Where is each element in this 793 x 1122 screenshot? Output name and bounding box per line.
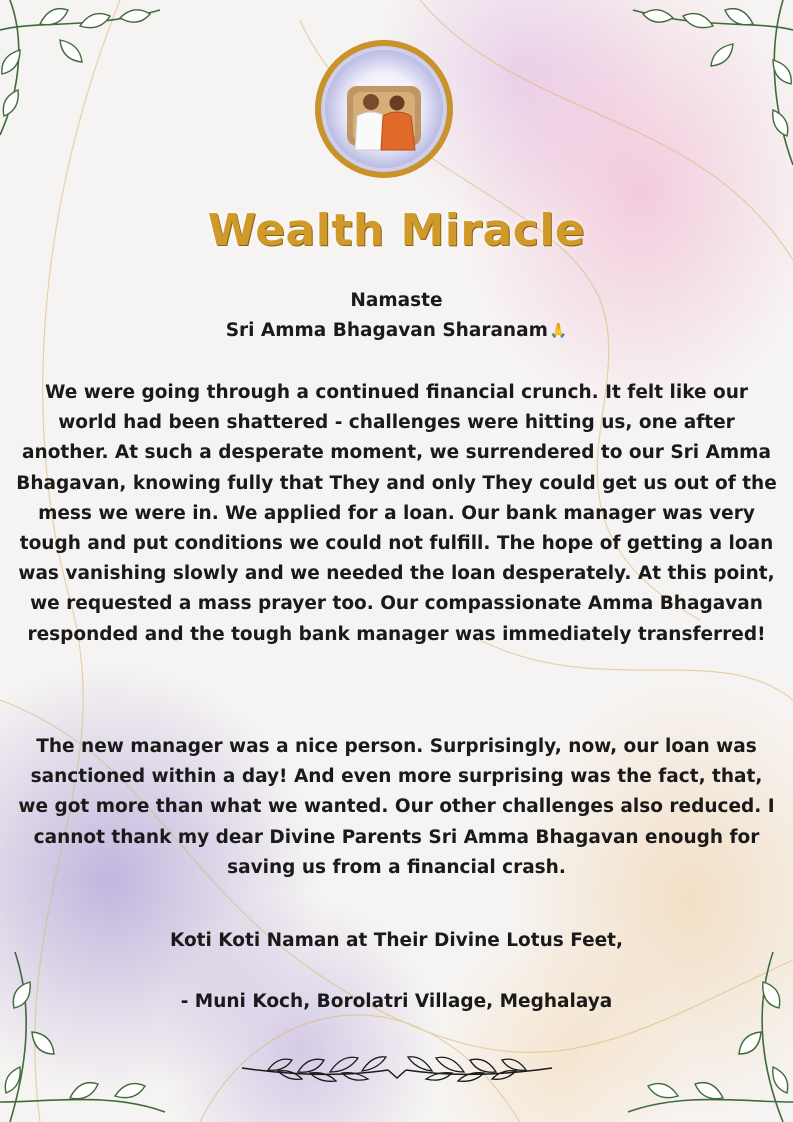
signature: - Muni Koch, Borolatri Village, Meghalaya [180,991,613,1012]
page-title: Wealth Miracle [207,205,586,256]
closing-line: Koti Koti Naman at Their Divine Lotus Feet, [169,930,624,951]
folded-hands-icon: 🙏 [549,323,568,339]
leaf-vine-icon [0,0,170,140]
greeting-sharanam [0,316,793,346]
leaf-vine-icon [0,952,170,1122]
portrait-figures [321,46,447,172]
leaf-vine-icon [623,952,793,1122]
laurel-divider-icon [238,1046,556,1086]
greeting-namaste: Namaste [350,290,443,311]
greeting-sharanam-text: Sri Amma Bhagavan Sharanam [225,320,548,341]
testimonial-paragraph-1: We were going through a continued financial crunch. It felt like our world had been shattered - challenges were hitting us, one after another. At such a desperate moment, we surrendered to our Sri Amma Bhagavan, knowing fully that They and only They could get us out of the mess we were in. We applied for a loan. Our bank manager was very tough and put conditions we could not fulfill. The hope of getting a loan was vanishing slowly and we needed the loan desperately. At this point, we requested a mass prayer too. Our compassionate Amma Bhagavan responded and the tough bank manager was immediately transferred! [16,382,777,645]
testimonial-paragraph-2: The new manager was a nice person. Surprisingly, now, our loan was sanctioned within a day! And even more surprising was the fact, that, we got more than what we wanted. Our other challenges also reduced. I cannot thank my dear Divine Parents Sri Amma Bhagavan enough for saving us from a financial crash. [18,736,775,878]
leaf-vine-icon [623,0,793,170]
deity-portrait-icon [315,40,453,178]
greeting [0,286,793,346]
